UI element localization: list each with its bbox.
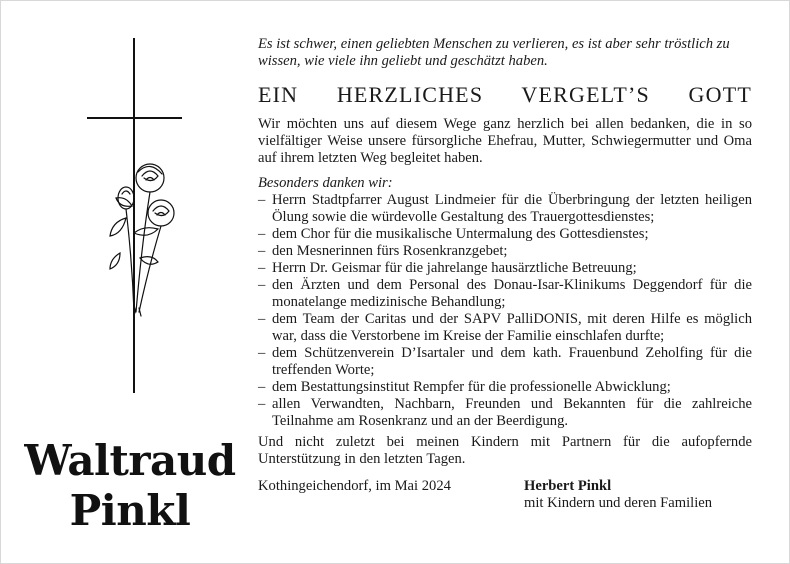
list-item: – Herrn Stadtpfarrer August Lindmeier für die Überbringung der letzten heiligen Ölung sowie die würdevolle Gestaltung des Trauergottesdienstes; bbox=[258, 192, 752, 226]
headline: EIN HERZLICHES VERGELT’S GOTT bbox=[258, 82, 752, 107]
signer-name: Herbert Pinkl bbox=[524, 478, 612, 494]
deceased-first-name: Waltraud bbox=[24, 436, 236, 485]
roses-icon bbox=[106, 158, 182, 318]
list-item: – den Ärzten und dem Personal des Donau-Isar-Klinikums Deggendorf für die monatelange medizinische Behandlung; bbox=[258, 277, 752, 311]
signer-family: mit Kindern und deren Familien bbox=[524, 495, 713, 511]
deceased-last-name: Pinkl bbox=[69, 486, 191, 535]
signature-block bbox=[258, 478, 752, 518]
list-item: – dem Schützenverein D’Isartaler und dem kath. Frauenbund Zeholfing für die treffenden Worte; bbox=[258, 345, 752, 379]
intro-quote: Es ist schwer, einen geliebten Menschen zu verlieren, es ist aber sehr tröstlich zu wissen, wie viele ihn geliebt und geschätzt haben. bbox=[258, 36, 730, 69]
cross-horizontal-bar bbox=[87, 117, 182, 119]
place-date: Kothingeichendorf, im Mai 2024 bbox=[258, 478, 451, 494]
list-item: – dem Chor für die musikalische Untermalung des Gottesdienstes; bbox=[258, 226, 752, 243]
closing-paragraph: Und nicht zuletzt bei meinen Kindern mit Partnern für die aufopfernde Unterstützung in den letzten Tagen. bbox=[258, 434, 752, 467]
list-item: – den Mesnerinnen fürs Rosenkranzgebet; bbox=[258, 243, 752, 260]
thanks-list bbox=[258, 192, 752, 430]
signer bbox=[524, 478, 712, 512]
notice-text bbox=[258, 36, 752, 518]
thanks-heading: Besonders danken wir: bbox=[258, 175, 393, 191]
list-item: – dem Team der Caritas und der SAPV PalliDONIS, mit deren Hilfe es möglich war, dass die Verstorbene im Kreise der Familie einschlafen durfte; bbox=[258, 311, 752, 345]
thanks-paragraph: Wir möchten uns auf diesem Wege ganz herzlich bei allen bedanken, die in so vielfältiger Weise unsere fürsorgliche Ehefrau, Mutter, Schwiegermutter und Oma auf ihrem letzten Weg begleitet haben. bbox=[258, 116, 752, 166]
list-item: – dem Bestattungsinstitut Rempfer für die professionelle Abwicklung; bbox=[258, 379, 752, 396]
list-item: – allen Verwandten, Nachbarn, Freunden und Bekannten für die zahlreiche Teilnahme am Rosenkranz und an der Beerdigung. bbox=[258, 396, 752, 430]
list-item: – Herrn Dr. Geismar für die jahrelange hausärztliche Betreuung; bbox=[258, 260, 752, 277]
